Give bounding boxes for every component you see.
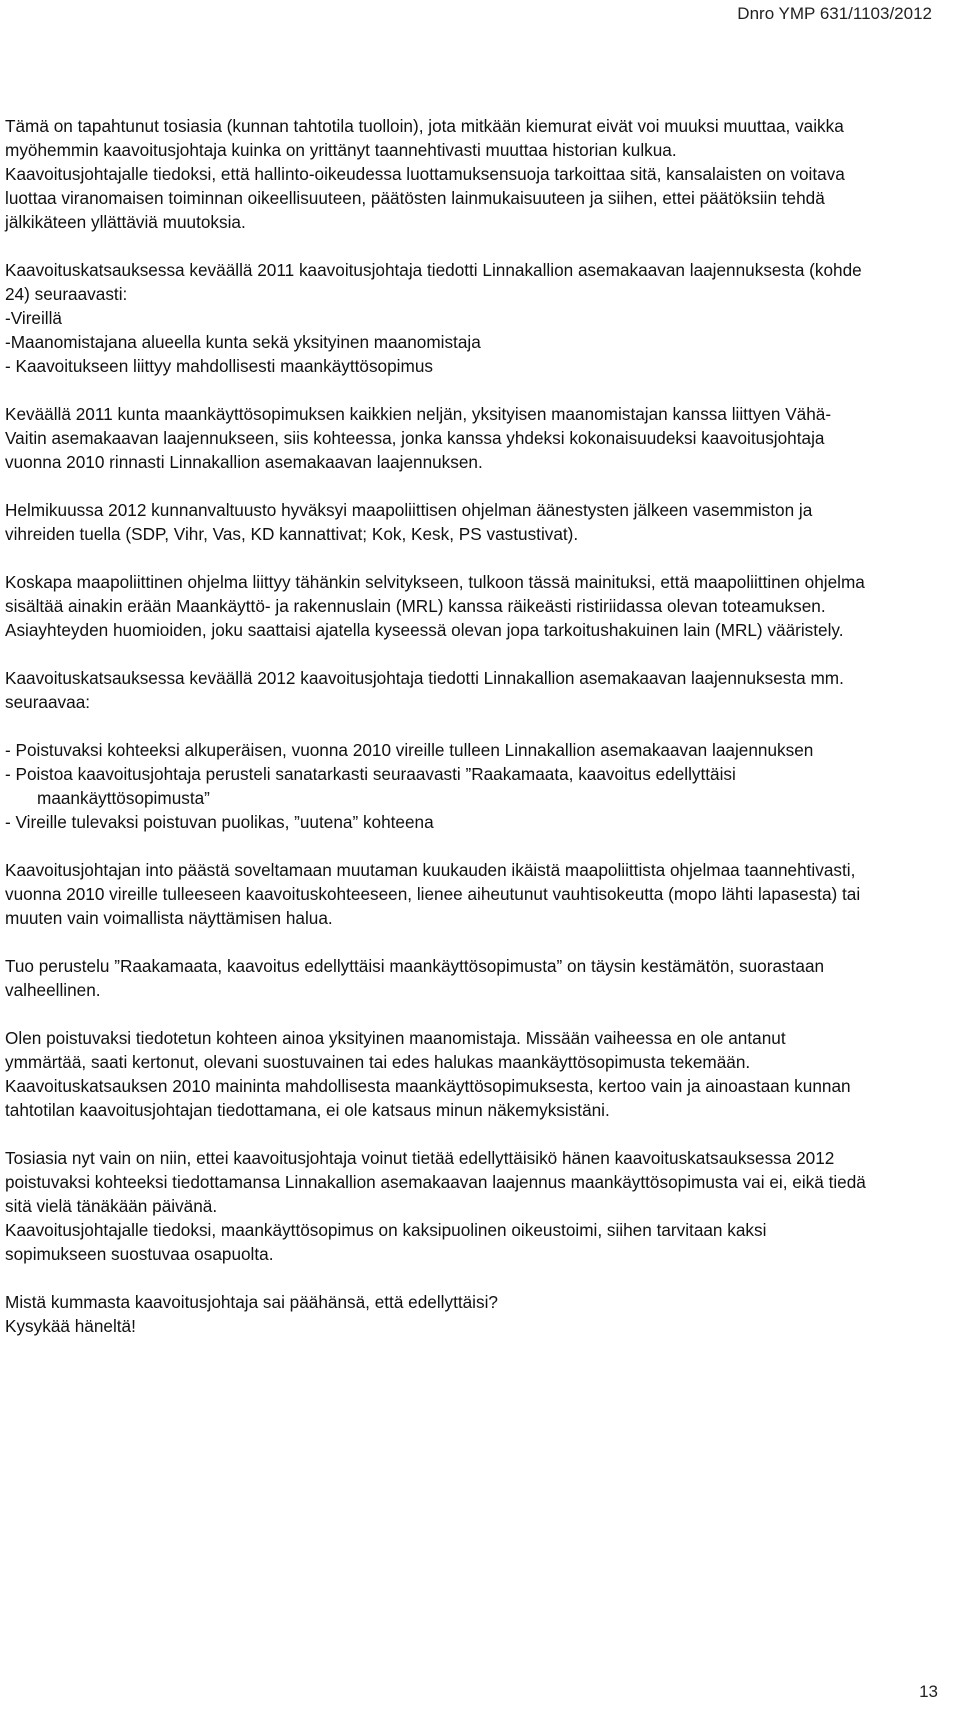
paragraph: Kaavoituskatsauksen 2010 maininta mahdollisesta maankäyttösopimuksesta, kertoo vain ja ainoastaan kunnan tahtotilan kaavoitusjohtajan tiedottamana, ei ole katsaus minun näkemyksistäni. [5, 1076, 851, 1120]
document-number: Dnro YMP 631/1103/2012 [737, 4, 932, 23]
paragraph: Kysykää häneltä! [5, 1316, 136, 1336]
page-number: 13 [919, 1682, 938, 1701]
paragraph: Kaavoituskatsauksessa keväällä 2012 kaavoitusjohtaja tiedotti Linnakallion asemakaavan laajennuksesta mm. seuraavaa: [5, 668, 844, 712]
paragraph: Mistä kummasta kaavoitusjohtaja sai päähänsä, että edellyttäisi? [5, 1292, 498, 1312]
paragraph: Kaavoitusjohtajalle tiedoksi, maankäyttösopimus on kaksipuolinen oikeustoimi, siihen tarvitaan kaksi sopimukseen suostuvaa osapuolta. [5, 1220, 767, 1264]
paragraph-line: -Maanomistajana alueella kunta sekä yksityinen maanomistaja [5, 332, 481, 352]
paragraph: Koskapa maapoliittinen ohjelma liittyy tähänkin selvitykseen, tulkoon tässä mainituksi, että maapoliittinen ohjelma sisältää ainakin erään Maankäyttö- ja rakennuslain (MRL) kanssa räikeästi ristiriidassa olevan toteamuksen. [5, 572, 865, 616]
document-body [5, 114, 870, 1338]
list-item: - Vireille tulevaksi poistuvan puolikas, ”uutena” kohteena [5, 812, 434, 832]
paragraph: Kaavoitusjohtajalle tiedoksi, että hallinto-oikeudessa luottamuksensuoja tarkoittaa sitä, kansalaisten on voitava luottaa viranomaisen toiminnan oikeellisuuteen, päätösten lainmukaisuuteen ja siihen, ettei päätöksiin tehdä jälkikäteen yllättäviä muutoksia. [5, 164, 845, 232]
paragraph: Asiayhteyden huomioiden, joku saattaisi ajatella kyseessä olevan jopa tarkoitushakuinen lain (MRL) vääristely. [5, 620, 844, 640]
paragraph: Tämä on tapahtunut tosiasia (kunnan tahtotila tuolloin), jota mitkään kiemurat eivät voi muuksi muuttaa, vaikka myöhemmin kaavoitusjohtaja kuinka on yrittänyt taannehtivasti muuttaa historian kulkua. [5, 116, 844, 160]
paragraph: Kaavoitusjohtajan into päästä soveltamaan muutaman kuukauden ikäistä maapoliittista ohjelmaa taannehtivasti, vuonna 2010 vireille tulleeseen kaavoituskohteeseen, lienee aiheutunut vauhtisokeutta (mopo lähti lapasesta) tai muuten vain voimallista näyttämisen halua. [5, 860, 861, 928]
paragraph: Helmikuussa 2012 kunnanvaltuusto hyväksyi maapoliittisen ohjelman äänestysten jälkeen vasemmiston ja vihreiden tuella (SDP, Vihr, Vas, KD kannattivat; Kok, Kesk, PS vastustivat). [5, 500, 813, 544]
paragraph: Tosiasia nyt vain on niin, ettei kaavoitusjohtaja voinut tietää edellyttäisikö hänen kaavoituskatsauksessa 2012 poistuvaksi kohteeksi tiedottamansa Linnakallion asemakaavan laajennus maankäyttösopimusta vai ei, eikä tiedä sitä vielä tänäkään päivänä. [5, 1148, 866, 1216]
paragraph-line: - Kaavoitukseen liittyy mahdollisesti maankäyttösopimus [5, 356, 433, 376]
list-item: - Poistoa kaavoitusjohtaja perusteli sanatarkasti seuraavasti ”Raakamaata, kaavoitus edellyttäisi maankäyttösopimusta” [5, 764, 736, 808]
paragraph: Olen poistuvaksi tiedotetun kohteen ainoa yksityinen maanomistaja. Missään vaiheessa en ole antanut ymmärtää, saati kertonut, olevani suostuvainen tai edes halukas maankäyttösopimusta tekemään. [5, 1028, 786, 1072]
paragraph: Kaavoituskatsauksessa keväällä 2011 kaavoitusjohtaja tiedotti Linnakallion asemakaavan laajennuksesta (kohde 24) seuraavasti: [5, 260, 862, 304]
list-item: - Poistuvaksi kohteeksi alkuperäisen, vuonna 2010 vireille tulleen Linnakallion asemakaavan laajennuksen [5, 740, 814, 760]
paragraph: Keväällä 2011 kunta maankäyttösopimuksen kaikkien neljän, yksityisen maanomistajan kanssa liittyen Vähä-Vaitin asemakaavan laajennukseen, siis kohteessa, jonka kanssa yhdeksi kokonaisuudeksi kaavoitusjohtaja vuonna 2010 rinnasti Linnakallion asemakaavan laajennuksen. [5, 404, 832, 472]
paragraph-line: -Vireillä [5, 308, 62, 328]
paragraph: Tuo perustelu ”Raakamaata, kaavoitus edellyttäisi maankäyttösopimusta” on täysin kestämätön, suorastaan valheellinen. [5, 956, 825, 1000]
